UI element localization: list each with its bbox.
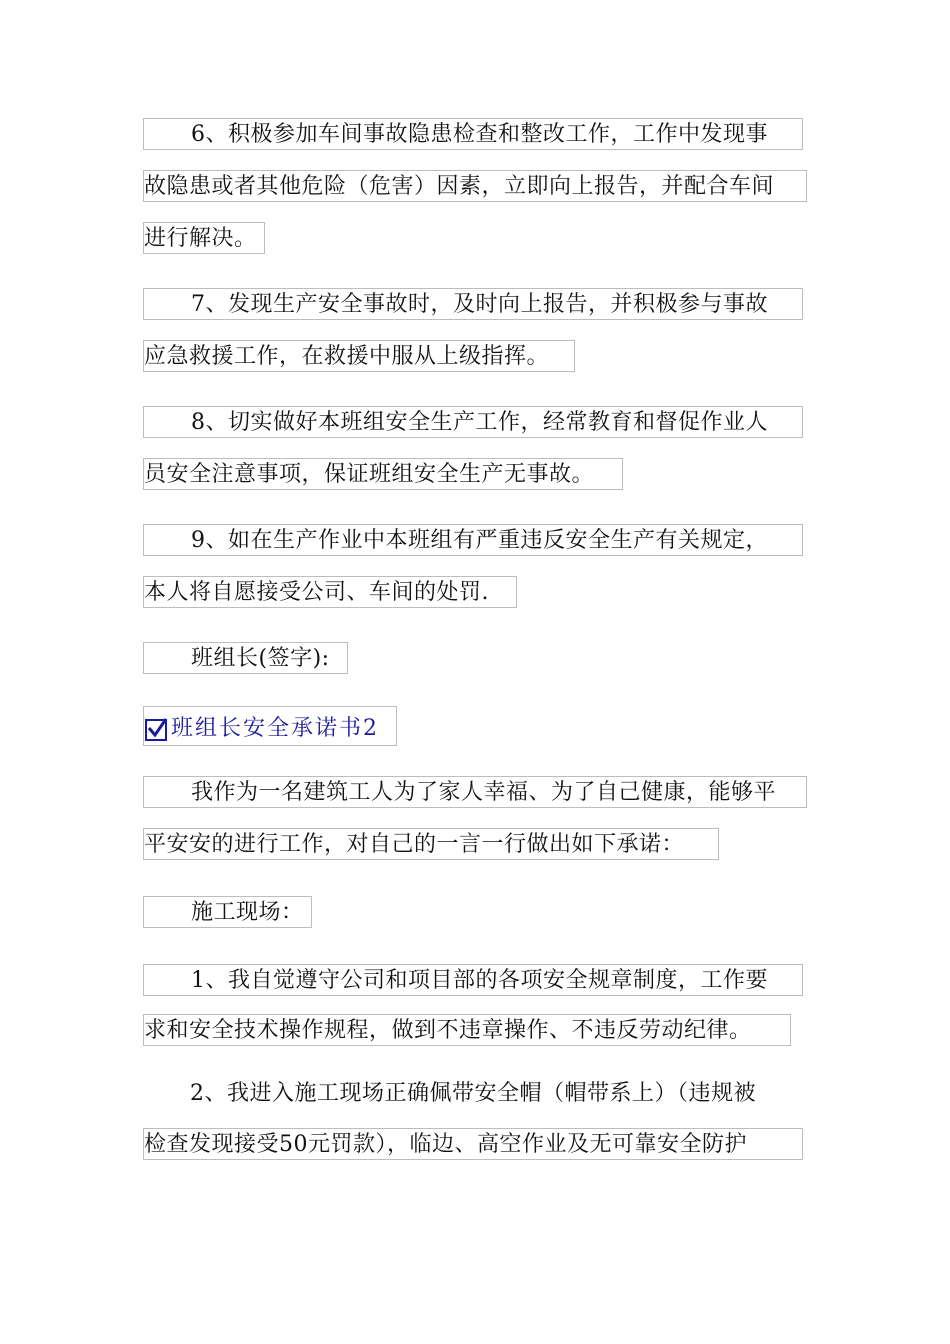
text-line: 9、如在生产作业中本班组有严重违反安全生产有关规定， [143,524,803,556]
text-line: 平安安的进行工作，对自己的一言一行做出如下承诺： [143,828,719,860]
text-line: 7、发现生产安全事故时，及时向上报告，并积极参与事故 [143,288,803,320]
section-heading [143,706,397,746]
text-line: 8、切实做好本班组安全生产工作，经常教育和督促作业人 [143,406,803,438]
text-line: 6、积极参加车间事故隐患检查和整改工作，工作中发现事 [143,118,803,150]
text-line: 2、我进入施工现场正确佩带安全帽（帽带系上）（违规被 [190,1081,756,1106]
subheading: 施工现场： [143,896,312,928]
text-line: 本人将自愿接受公司、车间的处罚. [143,576,517,608]
text-line: 检查发现接受50元罚款），临边、高空作业及无可靠安全防护 [143,1128,803,1160]
text-line: 员安全注意事项，保证班组安全生产无事故。 [143,458,623,490]
text-line: 1、我自觉遵守公司和项目部的各项安全规章制度，工作要 [143,964,803,996]
section-heading-text: 班组长安全承诺书2 [171,715,379,741]
text-line: 故隐患或者其他危险（危害）因素，立即向上报告，并配合车间 [143,170,807,202]
checked-checkbox-icon [145,719,167,741]
text-line: 应急救援工作，在救援中服从上级指挥。 [143,340,575,372]
text-line: 求和安全技术操作规程，做到不违章操作、不违反劳动纪律。 [143,1014,791,1046]
signature-label: 班组长(签字): [143,642,348,674]
text-line: 进行解决。 [143,222,265,254]
text-line: 我作为一名建筑工人为了家人幸福、为了自己健康，能够平 [143,776,807,808]
